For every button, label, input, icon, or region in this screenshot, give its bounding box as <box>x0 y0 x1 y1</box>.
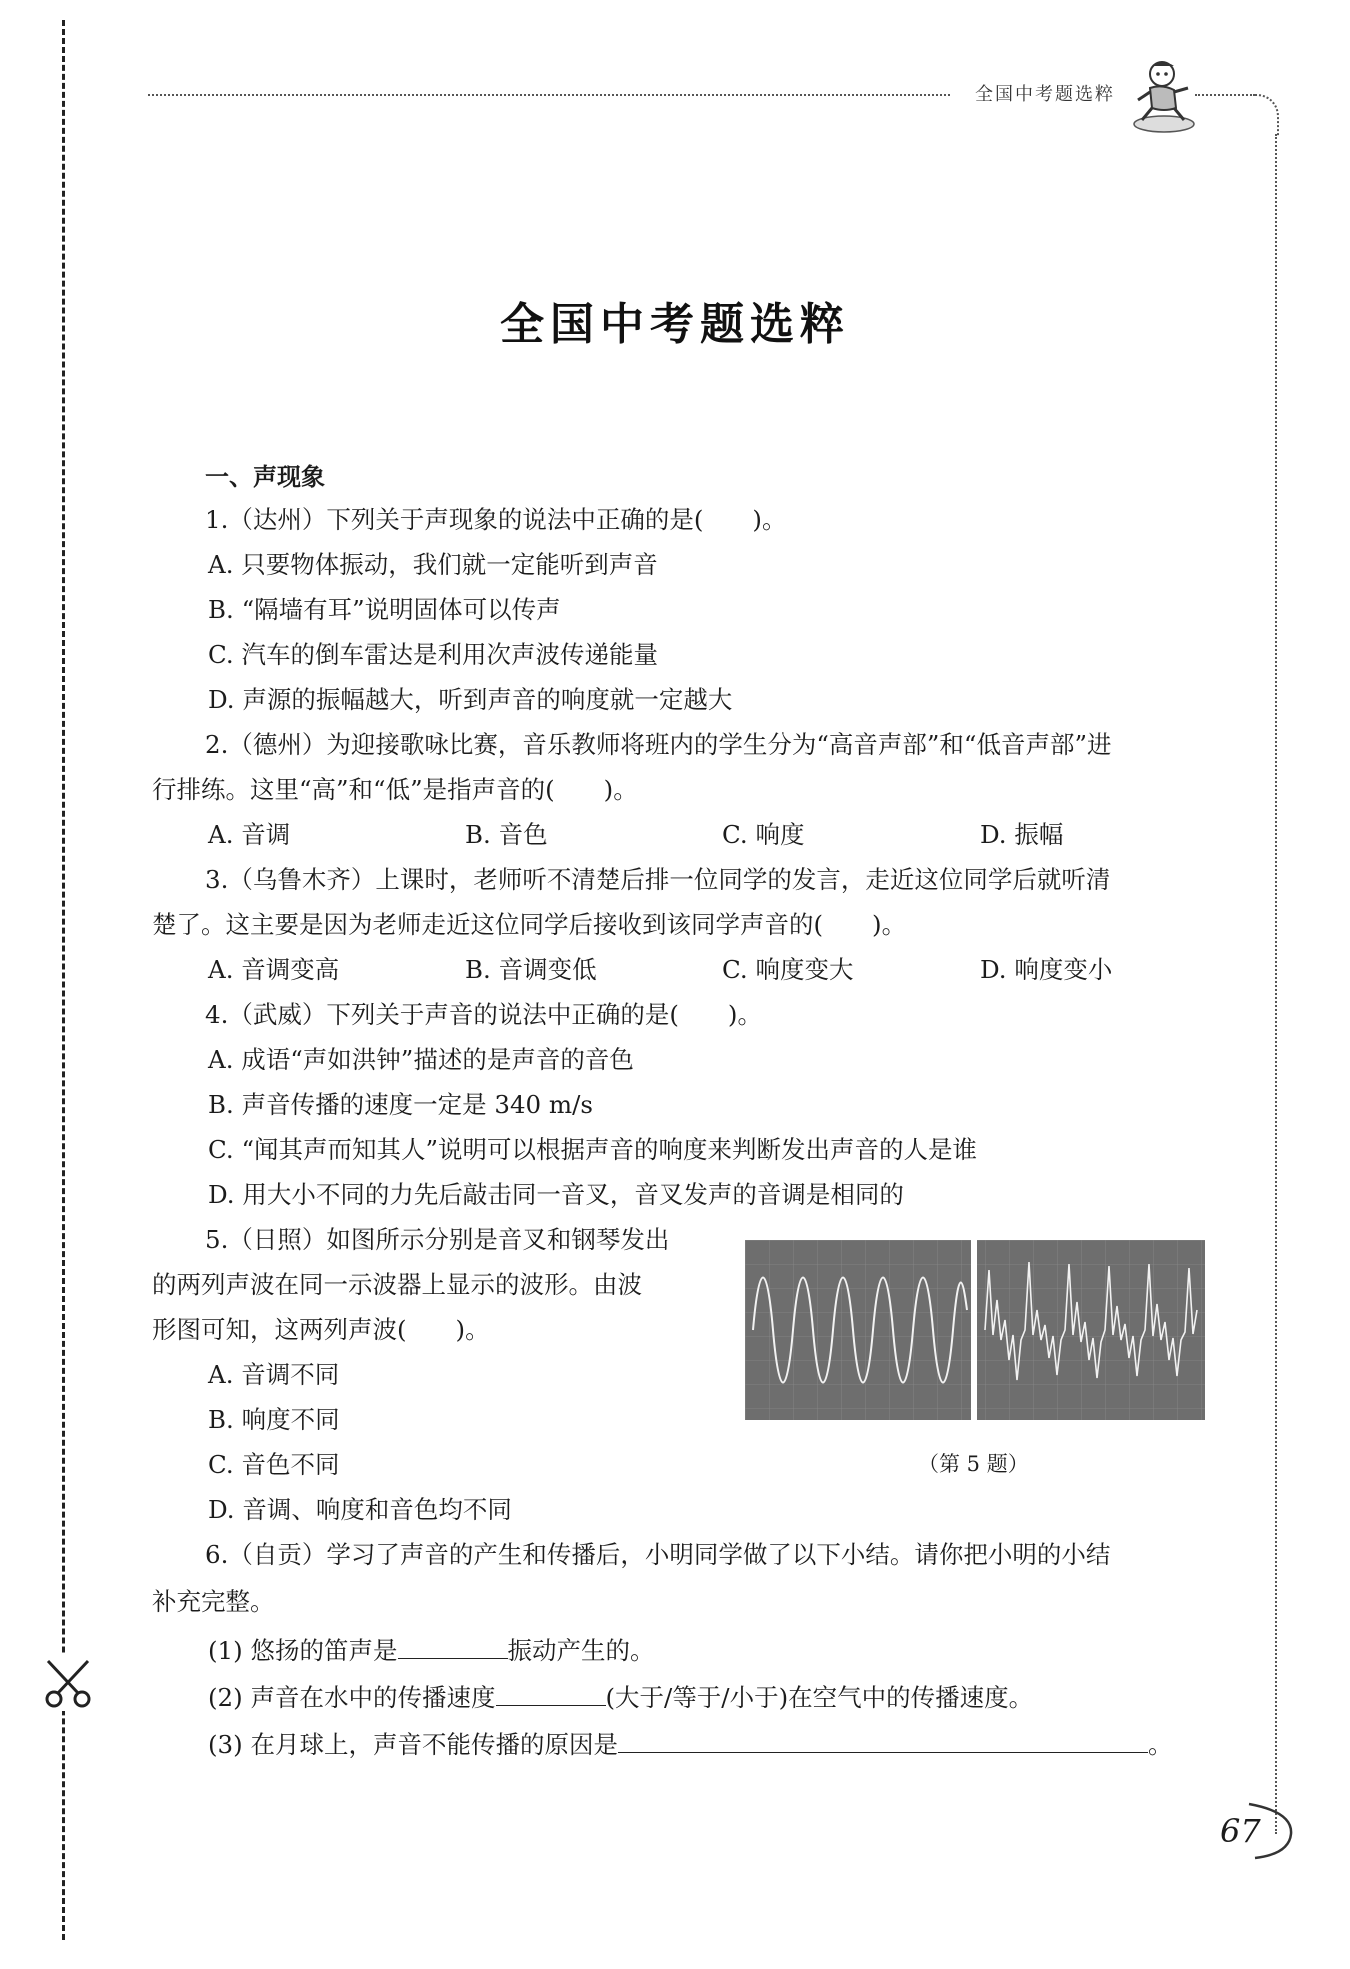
q1-option-c: C. 汽车的倒车雷达是利用次声波传递能量 <box>208 640 658 669</box>
q6-blank-3[interactable] <box>618 1728 1148 1753</box>
q5-option-c: C. 音色不同 <box>208 1450 340 1479</box>
q5-stem-line3: 形图可知，这两列声波( )。 <box>152 1315 490 1344</box>
tuning-fork-wave-panel <box>745 1240 971 1420</box>
q6-blank-1[interactable] <box>398 1634 508 1659</box>
q2-stem-line2: 行排练。这里“高”和“低”是指声音的( )。 <box>152 775 638 804</box>
q4-option-c: C. “闻其声而知其人”说明可以根据声音的响度来判断发出声音的人是谁 <box>208 1135 977 1164</box>
header-rule-end <box>1195 94 1255 96</box>
right-margin-rule <box>1275 134 1277 1834</box>
q3-stem-line2: 楚了。这主要是因为老师走近这位同学后接收到该同学声音的( )。 <box>152 910 907 939</box>
q3-stem-line1: 3.（乌鲁木齐）上课时，老师听不清楚后排一位同学的发言，走近这位同学后就听清 <box>205 865 1111 894</box>
q6-part1-after: 振动产生的。 <box>507 1636 655 1665</box>
q4-stem: 4.（武威）下列关于声音的说法中正确的是( )。 <box>205 1000 762 1029</box>
q4-option-a: A. 成语“声如洪钟”描述的是声音的音色 <box>208 1045 634 1074</box>
q6-part3-after: 。 <box>1148 1730 1173 1759</box>
q3-option-d: D. 响度变小 <box>980 955 1113 984</box>
mascot-icon <box>1130 58 1198 134</box>
section-heading: 一、声现象 <box>205 463 325 491</box>
page-number: 67 <box>1220 1812 1261 1850</box>
q6-part3 <box>208 1728 1173 1760</box>
q2-option-a: A. 音调 <box>208 820 291 849</box>
q6-part1-before: (1) 悠扬的笛声是 <box>208 1636 398 1665</box>
q5-option-b: B. 响度不同 <box>208 1405 340 1434</box>
q1-option-d: D. 声源的振幅越大，听到声音的响度就一定越大 <box>208 685 733 714</box>
oscilloscope-waveforms-figure <box>745 1240 1205 1420</box>
q1-stem: 1.（达州）下列关于声现象的说法中正确的是( )。 <box>205 505 787 534</box>
q1-option-a: A. 只要物体振动，我们就一定能听到声音 <box>208 550 658 579</box>
q6-part2-after: (大于/等于/小于)在空气中的传播速度。 <box>605 1683 1034 1712</box>
q6-stem-line2: 补充完整。 <box>152 1587 275 1616</box>
q6-part3-before: (3) 在月球上，声音不能传播的原因是 <box>208 1730 618 1759</box>
q5-stem-line1: 5.（日照）如图所示分别是音叉和钢琴发出 <box>205 1225 670 1254</box>
q3-option-a: A. 音调变高 <box>208 955 340 984</box>
q2-option-b: B. 音色 <box>465 820 548 849</box>
page-title: 全国中考题选粹 <box>500 299 850 350</box>
q2-stem-line1: 2.（德州）为迎接歌咏比赛，音乐教师将班内的学生分为“高音声部”和“低音声部”进 <box>205 730 1112 759</box>
q6-part1 <box>208 1634 655 1666</box>
q5-option-a: A. 音调不同 <box>208 1360 340 1389</box>
q2-option-d: D. 振幅 <box>980 820 1064 849</box>
q6-part2-before: (2) 声音在水中的传播速度 <box>208 1683 496 1712</box>
q6-blank-2[interactable] <box>496 1681 606 1706</box>
figure-caption: （第 5 题） <box>918 1452 1029 1476</box>
q3-option-b: B. 音调变低 <box>465 955 597 984</box>
q6-part2 <box>208 1681 1033 1713</box>
header-rule <box>148 94 950 96</box>
q2-option-c: C. 响度 <box>722 820 805 849</box>
scissors-icon <box>40 1655 96 1711</box>
running-title: 全国中考题选粹 <box>975 84 1115 105</box>
q1-option-b: B. “隔墙有耳”说明固体可以传声 <box>208 595 561 624</box>
q5-stem-line2: 的两列声波在同一示波器上显示的波形。由波 <box>152 1270 642 1299</box>
q5-option-d: D. 音调、响度和音色均不同 <box>208 1495 512 1524</box>
q6-stem-line1: 6.（自贡）学习了声音的产生和传播后，小明同学做了以下小结。请你把小明的小结 <box>205 1540 1111 1569</box>
page-corner-curve <box>1255 94 1279 136</box>
piano-wave-panel <box>977 1240 1205 1420</box>
q4-option-d: D. 用大小不同的力先后敲击同一音叉，音叉发声的音调是相同的 <box>208 1180 904 1209</box>
q4-option-b: B. 声音传播的速度一定是 340 m/s <box>208 1090 593 1119</box>
q3-option-c: C. 响度变大 <box>722 955 854 984</box>
